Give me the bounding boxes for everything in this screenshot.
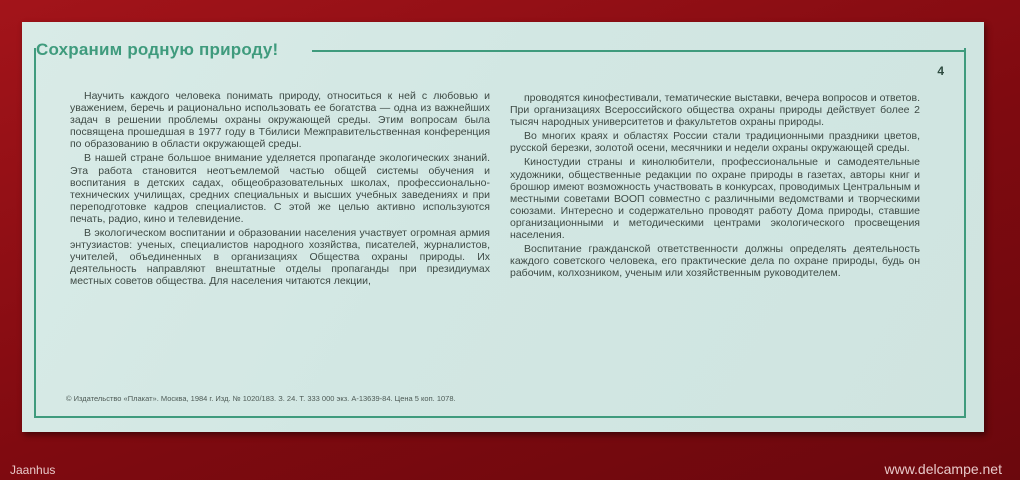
left-text-column bbox=[70, 90, 490, 290]
postcard bbox=[22, 22, 984, 432]
paragraph: В нашей стране большое внимание уделяется пропаганде экологических знаний. Эта работа становится неотъемлемой частью общей системы обучения и воспитания в детских садах, общеобразовательных школах, профессионально-технических училищах, средних специальных и высших учебных заведениях и при переподготовке кадров специалистов. С этой же целью активно используются печать, радио, кино и телевидение. bbox=[70, 152, 490, 225]
paragraph: В экологическом воспитании и образовании населения участвует огромная армия энтузиастов: ученых, специалистов народного хозяйства, писателей, журналистов, учителей, объединенных в организациях Общества охраны природы. Их деятельность направляют внештатные отделы пропаганды при президиумах местных советов общества. Для населения читаются лекции, bbox=[70, 227, 490, 288]
card-title: Сохраним родную природу! bbox=[36, 40, 279, 59]
paragraph: проводятся кинофестивали, тематические выставки, вечера вопросов и ответов. При организациях Всероссийского общества охраны природы действует более 2 тысяч народных университетов и факультетов охраны природы. bbox=[510, 92, 920, 129]
paragraph: Во многих краях и областях России стали традиционными праздники цветов, русской березки, золотой осени, месячники и недели охраны окружающей среды. bbox=[510, 130, 920, 155]
publisher-imprint: © Издательство «Плакат». Москва, 1984 г. Изд. № 1020/183. З. 24. Т. 333 000 экз. А-13639-84. Цена 5 коп. 1078. bbox=[66, 394, 456, 403]
paragraph: Научить каждого человека понимать природу, относиться к ней с любовью и уважением, беречь и рационально использовать ее богатства — одна из важнейших задач в решении проблемы охраны окружающей среды. Этим вопросам была посвящена прошедшая в 1977 году в Тбилиси Межправительственная конференция по образованию в области окружающей среды. bbox=[70, 90, 490, 151]
watermark-right: www.delcampe.net bbox=[884, 461, 1002, 477]
page-number: 4 bbox=[937, 64, 944, 78]
right-text-column bbox=[510, 92, 920, 281]
watermark-left: Jaanhus bbox=[10, 463, 56, 477]
paragraph: Киностудии страны и кинолюбители, профессиональные и самодеятельные художники, общественные редакции по охране природы в газетах, авторы книг и брошюр имеют возможность участвовать в конкурсах, проводимых Центральным и местными советами ВООП совместно с различными ведомствами и творческими союзами. Интересно и содержательно проводят работу Дома природы, ставшие организационными и методическими центрами экологического просвещения населения. bbox=[510, 156, 920, 242]
paragraph: Воспитание гражданской ответственности должны определять деятельность каждого советского человека, его практические дела по охране природы, будь он рабочим, колхозником, ученым или хозяйственным руководителем. bbox=[510, 243, 920, 280]
